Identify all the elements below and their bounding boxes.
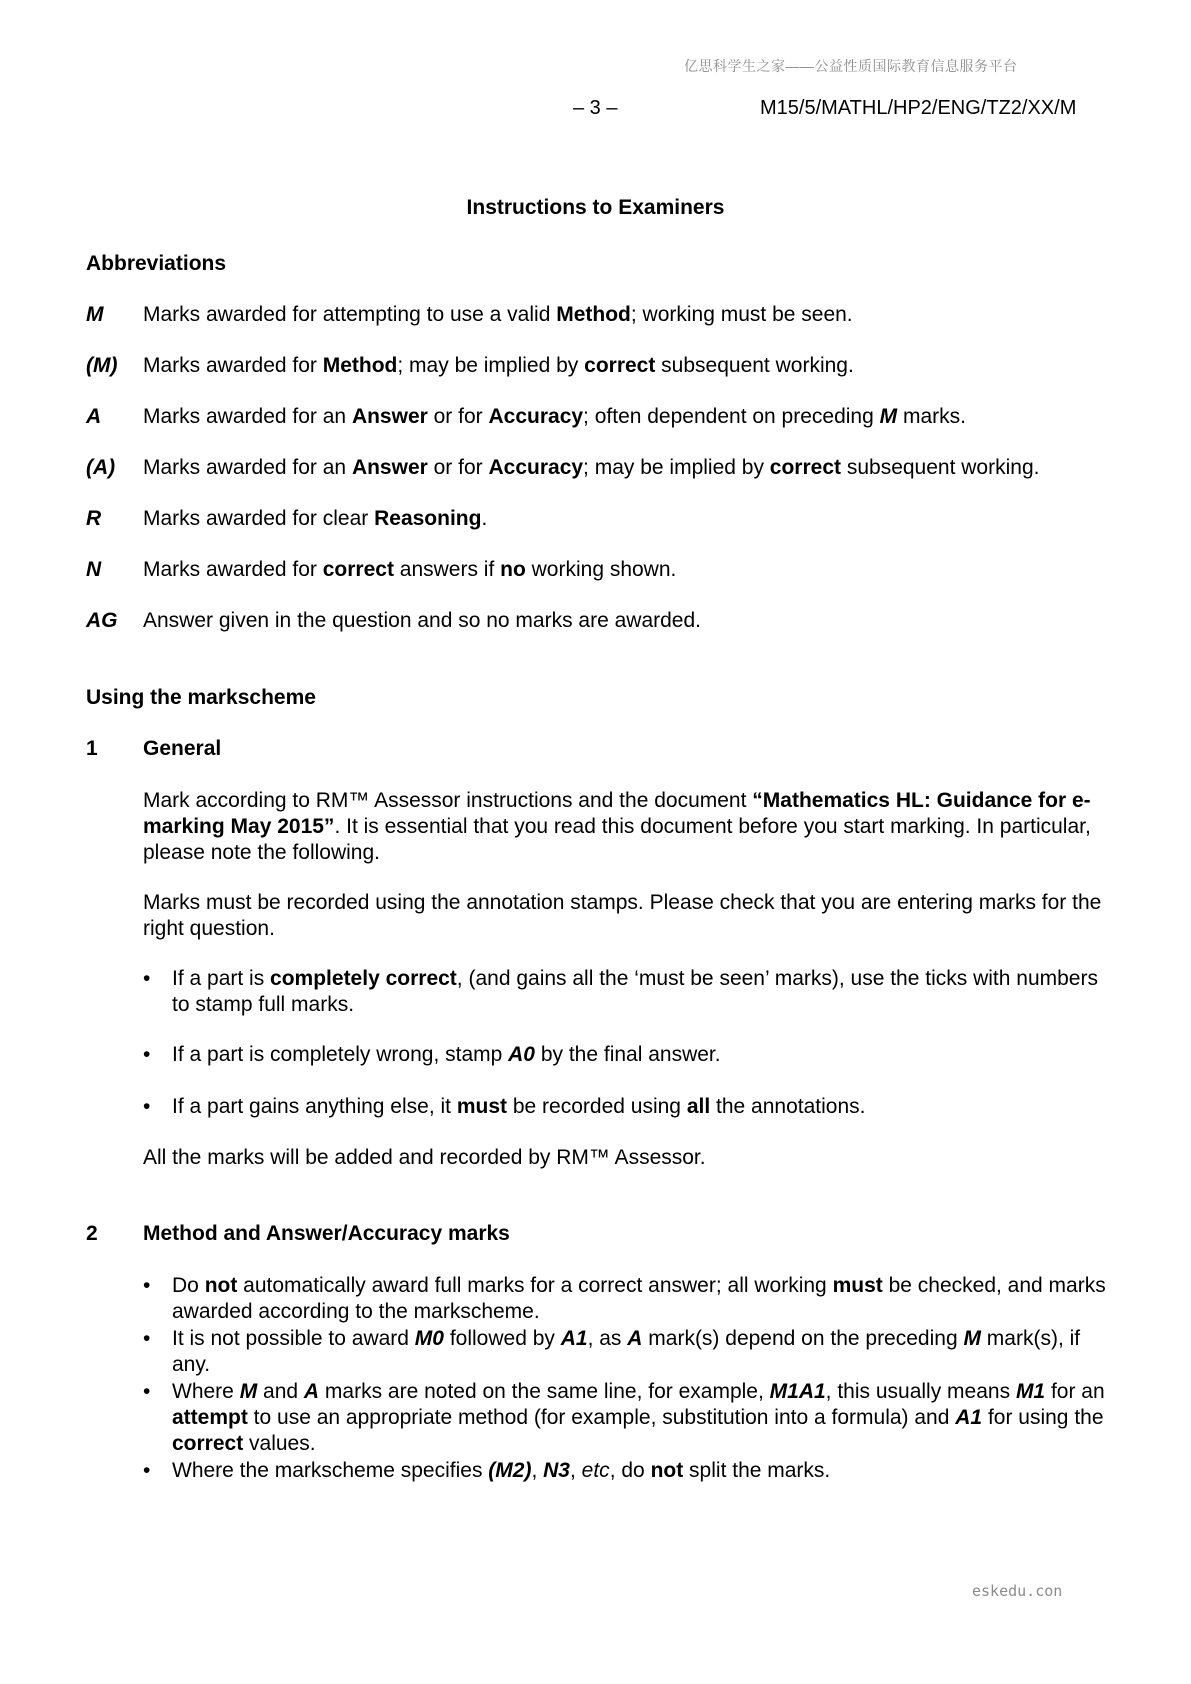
page-title: Instructions to Examiners bbox=[466, 196, 725, 219]
bullet-icon: • bbox=[143, 1380, 151, 1403]
watermark-text: 亿思科学生之家——公益性质国际教育信息服务平台 bbox=[684, 58, 1018, 74]
abbreviation-text: Marks awarded for an Answer or for Accuracy; may be implied by correct subsequent working. bbox=[143, 456, 1040, 479]
footer-watermark: eskedu.con bbox=[972, 1582, 1063, 1600]
abbreviation-key: (A) bbox=[86, 456, 116, 479]
abbreviation-key: AG bbox=[86, 609, 118, 632]
section-2-number: 2 bbox=[86, 1222, 98, 1245]
abbreviation-text: Marks awarded for attempting to use a valid Method; working must be seen. bbox=[143, 303, 853, 326]
abbreviation-key: M bbox=[86, 303, 104, 326]
page-number: – 3 – bbox=[573, 97, 618, 119]
abbreviation-text: Marks awarded for an Answer or for Accuracy; often dependent on preceding M marks. bbox=[143, 405, 966, 428]
general-paragraph-2: Marks must be recorded using the annotation stamps. Please check that you are entering marks for the right question. bbox=[143, 891, 1102, 940]
abbreviation-key: N bbox=[86, 558, 102, 581]
abbreviation-text: Marks awarded for correct answers if no working shown. bbox=[143, 558, 677, 581]
using-markscheme-heading: Using the markscheme bbox=[86, 686, 316, 709]
section-2-title: Method and Answer/Accuracy marks bbox=[143, 1222, 510, 1245]
bullet-icon: • bbox=[143, 1043, 151, 1066]
abbreviation-key: A bbox=[86, 405, 102, 428]
abbreviations-heading: Abbreviations bbox=[86, 252, 227, 275]
general-paragraph-3: All the marks will be added and recorded by RM™ Assessor. bbox=[143, 1146, 706, 1169]
general-paragraph-1: Mark according to RM™ Assessor instructions and the document “Mathematics HL: Guidance for e-marking May 2015”. It is essential that you read this document before you start marking. In particular, please note the following. bbox=[143, 789, 1091, 864]
abbreviation-text: Marks awarded for Method; may be implied by correct subsequent working. bbox=[143, 354, 854, 377]
paper-code: M15/5/MATHL/HP2/ENG/TZ2/XX/M bbox=[760, 97, 1077, 119]
section-1-title: General bbox=[143, 737, 222, 760]
abbreviation-text: Marks awarded for clear Reasoning. bbox=[143, 507, 488, 530]
abbreviation-key: (M) bbox=[86, 354, 118, 377]
section-1-number: 1 bbox=[86, 737, 98, 760]
bullet-icon: • bbox=[143, 967, 151, 990]
bullet-icon: • bbox=[143, 1095, 151, 1118]
bullet-icon: • bbox=[143, 1274, 151, 1297]
bullet-icon: • bbox=[143, 1459, 151, 1482]
abbreviation-text: Answer given in the question and so no marks are awarded. bbox=[143, 609, 701, 632]
abbreviation-key: R bbox=[86, 507, 102, 530]
bullet-icon: • bbox=[143, 1327, 151, 1350]
